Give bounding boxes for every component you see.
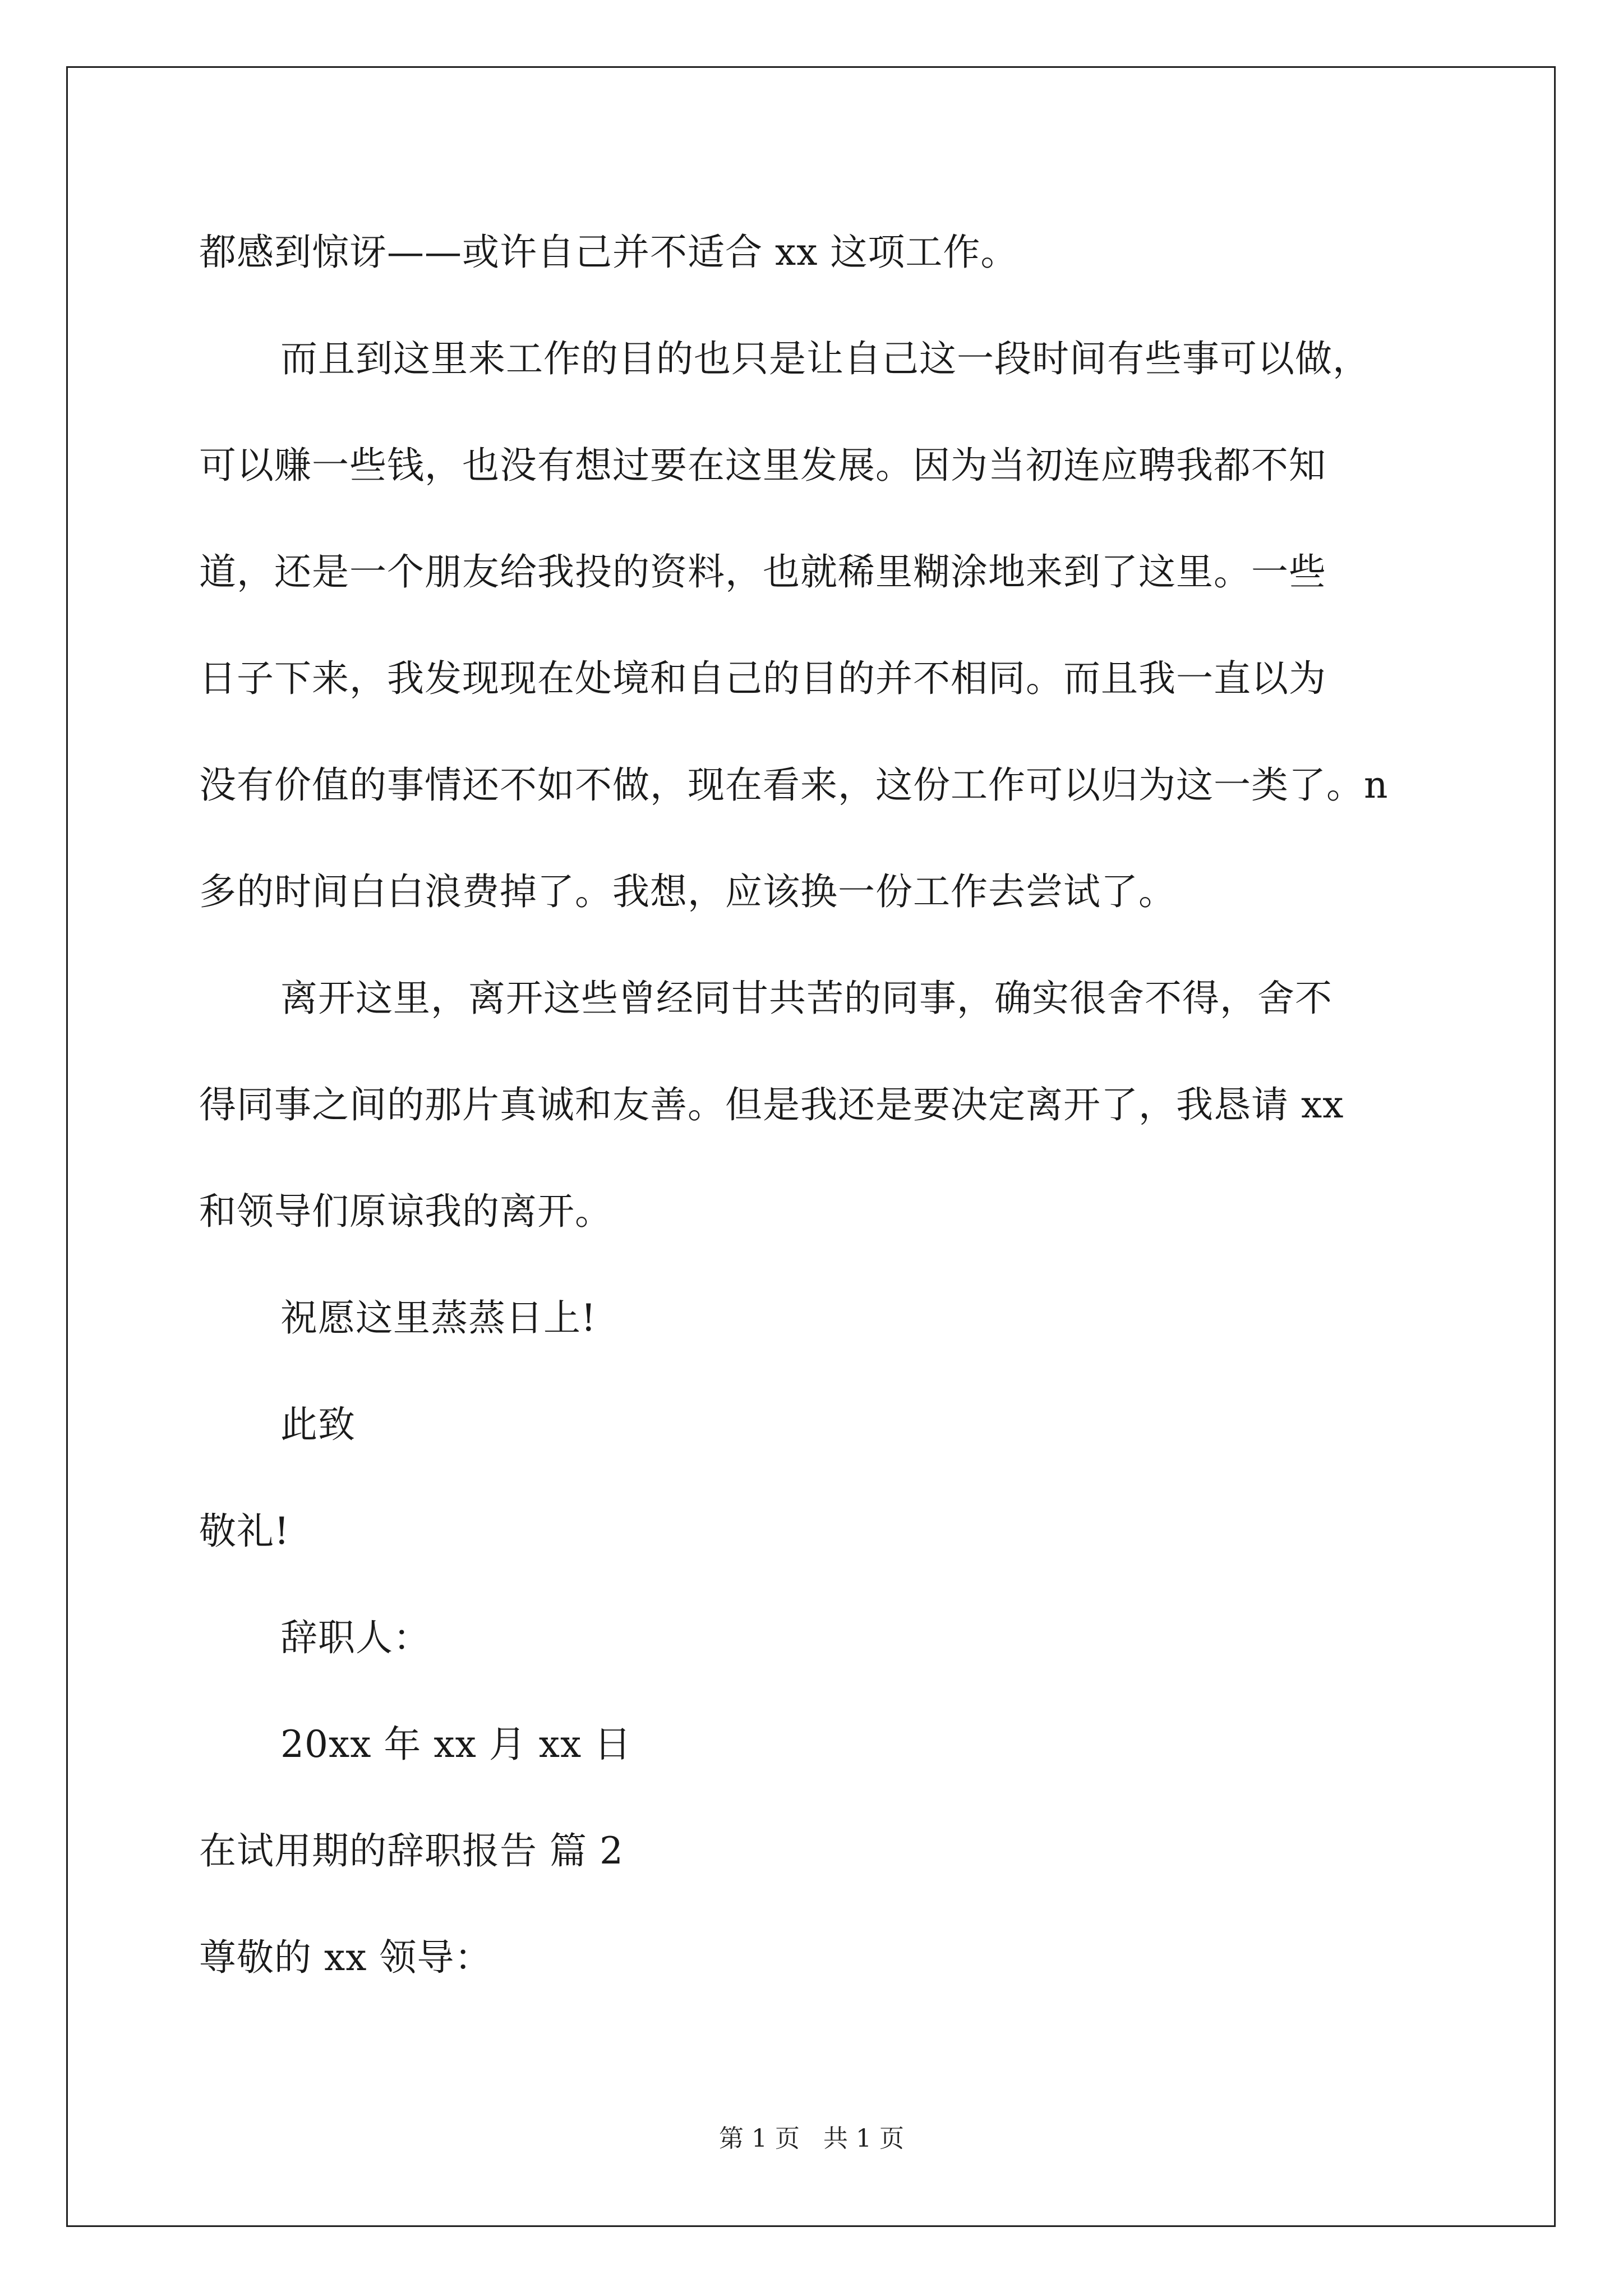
paragraph-line: 没有价值的事情还不如不做，现在看来，这份工作可以归为这一类了。n bbox=[199, 763, 1389, 807]
signature-label: 辞职人： bbox=[280, 1616, 431, 1659]
paragraph-line: 离开这里，离开这些曾经同甘共苦的同事，确实很舍不得，舍不 bbox=[280, 977, 1332, 1020]
page-footer bbox=[0, 2123, 1623, 2155]
page-border bbox=[66, 66, 1556, 2227]
paragraph-line: 可以赚一些钱，也没有想过要在这里发展。因为当初连应聘我都不知 bbox=[199, 444, 1326, 487]
page-number: 第 1 页 bbox=[719, 2124, 800, 2153]
greeting-line: 尊敬的 xx 领导： bbox=[199, 1936, 492, 1979]
paragraph-line: 和领导们原谅我的离开。 bbox=[199, 1190, 612, 1233]
paragraph-line: 道，还是一个朋友给我投的资料，也就稀里糊涂地来到了这里。一些 bbox=[199, 550, 1326, 593]
closing-wish: 祝愿这里蒸蒸日上! bbox=[280, 1296, 597, 1340]
date-line: 20xx 年 xx 月 xx 日 bbox=[280, 1723, 632, 1766]
paragraph-line: 而且到这里来工作的目的也只是让自己这一段时间有些事可以做， bbox=[280, 337, 1370, 380]
page-total: 共 1 页 bbox=[823, 2124, 904, 2153]
paragraph-line: 得同事之间的那片真诚和友善。但是我还是要决定离开了，我恳请 xx bbox=[199, 1083, 1344, 1126]
section-heading: 在试用期的辞职报告 篇 2 bbox=[199, 1829, 624, 1872]
paragraph-line: 多的时间白白浪费掉了。我想，应该换一份工作去尝试了。 bbox=[199, 870, 1176, 913]
salutation-jingli: 敬礼! bbox=[199, 1510, 290, 1553]
paragraph-line: 日子下来，我发现现在处境和自己的目的并不相同。而且我一直以为 bbox=[199, 657, 1326, 700]
salutation-cizhi: 此致 bbox=[280, 1403, 356, 1446]
paragraph-line: 都感到惊讶——或许自己并不适合 xx 这项工作。 bbox=[199, 231, 1018, 274]
